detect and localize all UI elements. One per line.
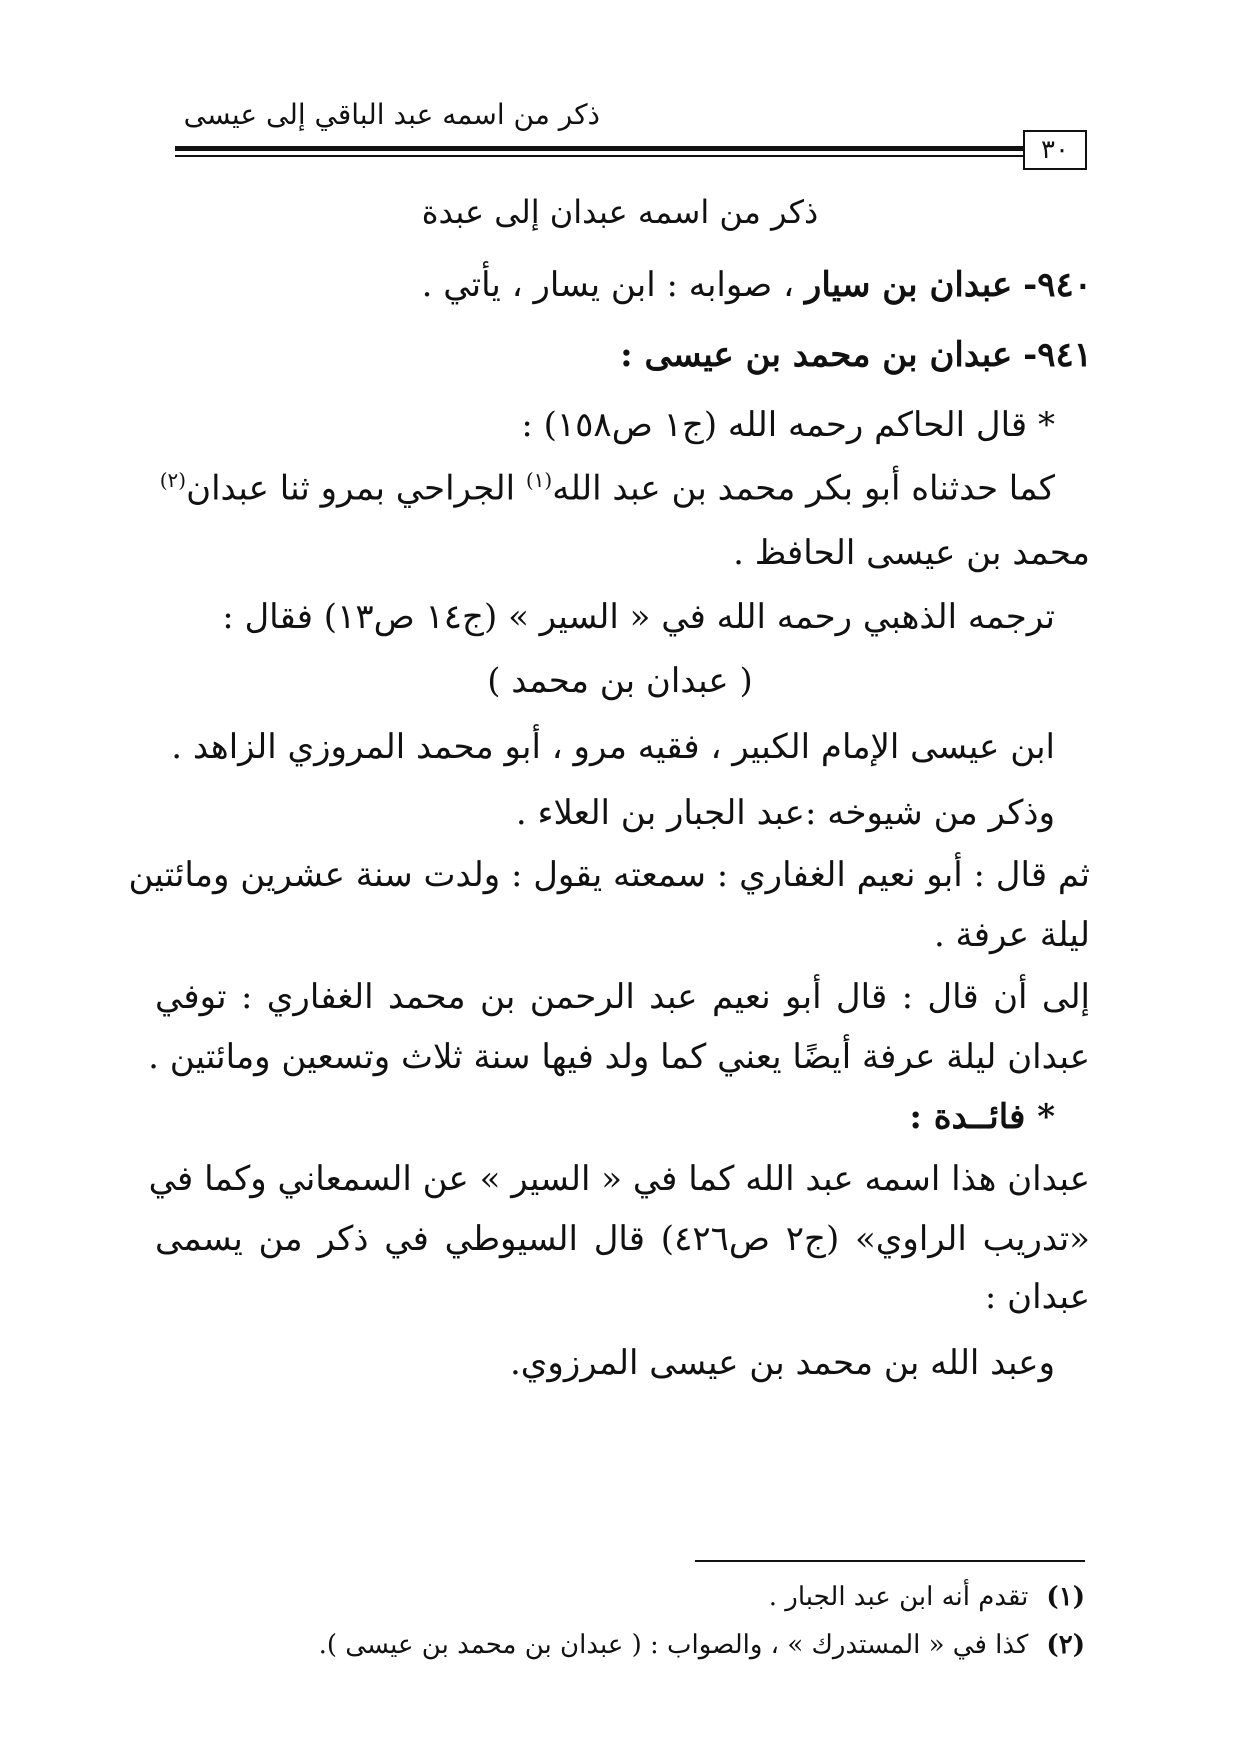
entry-940-text: ، صوابه : ابن يسار ، يأتي .	[421, 265, 795, 305]
entry-941	[620, 335, 1092, 375]
body-line-5: ( عبدان بن محمد )	[487, 661, 753, 701]
body-line-13: عبدان هذا اسمه عبد الله كما في « السير » عن السمعاني وكما في	[148, 1159, 1090, 1199]
entry-940-name: عبدان بن سيار	[804, 265, 1013, 305]
footnote-2-number: (٢)	[1046, 1630, 1085, 1660]
footnote-1	[769, 1582, 1085, 1612]
body-line-7: وذكر من شيوخه :عبد الجبار بن العلاء .	[515, 793, 1055, 833]
body-line-4: ترجمه الذهبي رحمه الله في « السير » (ج١٤ ص١٣) فقال :	[222, 597, 1055, 637]
header-rule	[175, 146, 1023, 157]
body-line-16: وعبد الله بن محمد بن عيسى المرزوي.	[510, 1343, 1055, 1383]
body-line-10: إلى أن قال : قال أبو نعيم عبد الرحمن بن محمد الغفاري : توفي	[155, 977, 1090, 1017]
footnote-2	[319, 1630, 1085, 1660]
entry-941-name: عبدان بن محمد بن عيسى :	[620, 335, 1013, 375]
footnote-ref-1: (١)	[525, 468, 553, 492]
body-line-14: «تدريب الراوي» (ج٢ ص٤٢٦) قال السيوطي في ذكر من يسمى	[155, 1219, 1090, 1259]
footnote-1-number: (١)	[1046, 1582, 1085, 1612]
footnote-2-text: كذا في « المستدرك » ، والصواب : ( عبدان بن محمد بن عيسى ).	[318, 1630, 1029, 1660]
running-title: ذكر من اسمه عبد الباقي إلى عيسى	[183, 98, 600, 131]
footnote-rule	[695, 1560, 1085, 1562]
footnote-1-text: تقدم أنه ابن عبد الجبار .	[768, 1582, 1029, 1612]
entry-940	[421, 265, 1092, 305]
body-line-3: محمد بن عيسى الحافظ .	[733, 533, 1090, 573]
body-line-6: ابن عيسى الإمام الكبير ، فقيه مرو ، أبو محمد المروزي الزاهد .	[171, 727, 1055, 767]
benefit-heading: * فائــدة :	[909, 1097, 1055, 1137]
entry-941-number: ٩٤١-	[1023, 335, 1092, 375]
body-line-2a: كما حدثناه أبو بكر محمد بن عبد الله	[552, 468, 1055, 509]
body-line-8: ثم قال : أبو نعيم الغفاري : سمعته يقول : ولدت سنة عشرين ومائتين	[128, 855, 1090, 895]
body-line-9: ليلة عرفة .	[933, 915, 1090, 955]
body-line-2	[159, 468, 1055, 509]
footnote-ref-2: (٢)	[159, 468, 187, 492]
entry-940-number: ٩٤٠-	[1023, 265, 1092, 305]
body-line-11: عبدان ليلة عرفة أيضًا يعني كما ولد فيها سنة ثلاث وتسعين ومائتين .	[148, 1037, 1090, 1077]
body-line-15: عبدان :	[984, 1277, 1090, 1317]
body-line-2b: الجراحي بمرو ثنا عبدان	[186, 468, 526, 509]
section-title: ذكر من اسمه عبدان إلى عبدة	[421, 193, 819, 231]
page-number: ٣٠	[1023, 130, 1087, 170]
body-line-1: * قال الحاكم رحمه الله (ج١ ص١٥٨) :	[521, 405, 1055, 445]
